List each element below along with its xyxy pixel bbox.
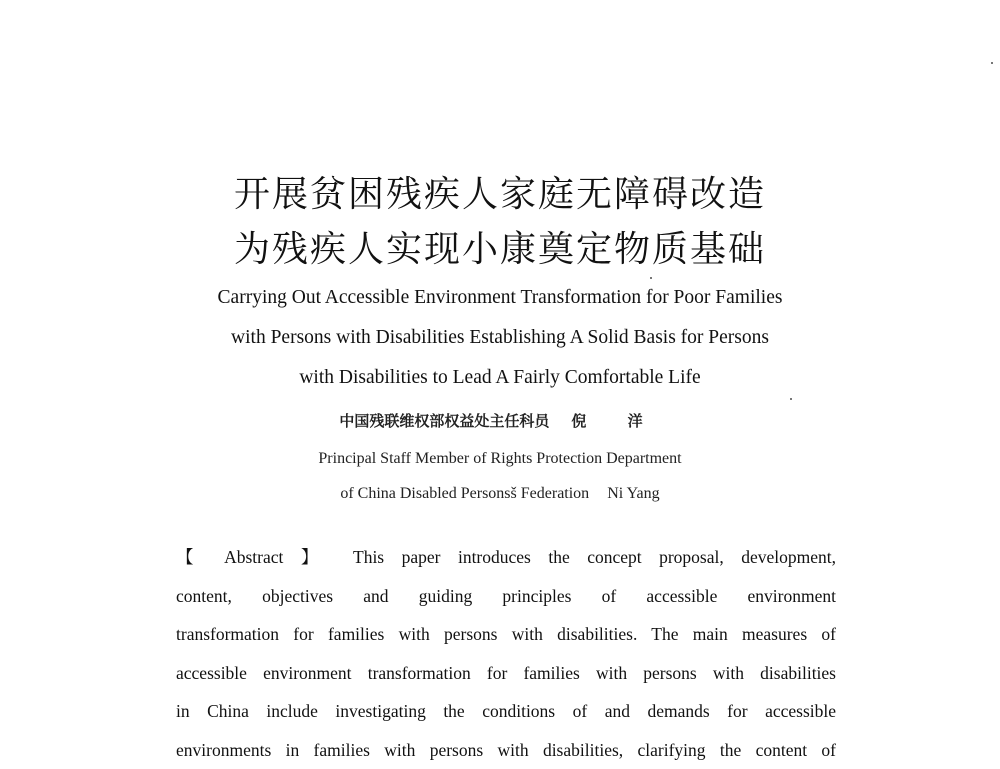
author-line-chinese (0, 410, 1000, 431)
abstract-line: accessible environment transformation for families with persons with disabilities (176, 654, 836, 693)
abstract-line: transformation for families with persons with disabilities. The main measures of (176, 615, 836, 654)
abstract-label: 【 Abstract 】 (176, 547, 332, 567)
abstract (176, 538, 836, 769)
chinese-title-line-1: 开展贫困残疾人家庭无障碍改造 (0, 166, 1000, 217)
scan-speck (991, 62, 993, 64)
english-title-line-2: with Persons with Disabilities Establishing A Solid Basis for Persons (150, 318, 850, 358)
abstract-line: content, objectives and guiding principles of accessible environment (176, 577, 836, 616)
author-name-english: Ni Yang (607, 485, 659, 502)
english-title-line-3: with Disabilities to Lead A Fairly Comfortable Life (150, 358, 850, 398)
author-affiliation-chinese: 中国残联维权部权益处主任科员 (339, 412, 549, 430)
author-organization-english: of China Disabled Personsš Federation (340, 485, 589, 502)
scan-speck (650, 277, 652, 279)
scan-speck (790, 398, 792, 400)
author-affiliation-english-line-1: Principal Staff Member of Rights Protection Department (0, 450, 1000, 468)
english-title (150, 278, 850, 398)
abstract-line (176, 538, 836, 577)
abstract-text: This paper introduces the concept proposal, development, (353, 547, 836, 567)
english-title-line-1: Carrying Out Accessible Environment Transformation for Poor Families (150, 278, 850, 318)
abstract-line: environments in families with persons with disabilities, clarifying the content of (176, 731, 836, 769)
chinese-title-line-2: 为残疾人实现小康奠定物质基础 (0, 221, 1000, 272)
author-name-chinese: 倪 洋 (571, 412, 660, 430)
author-affiliation-english-line-2 (0, 485, 1000, 503)
abstract-line: in China include investigating the conditions of and demands for accessible (176, 692, 836, 731)
